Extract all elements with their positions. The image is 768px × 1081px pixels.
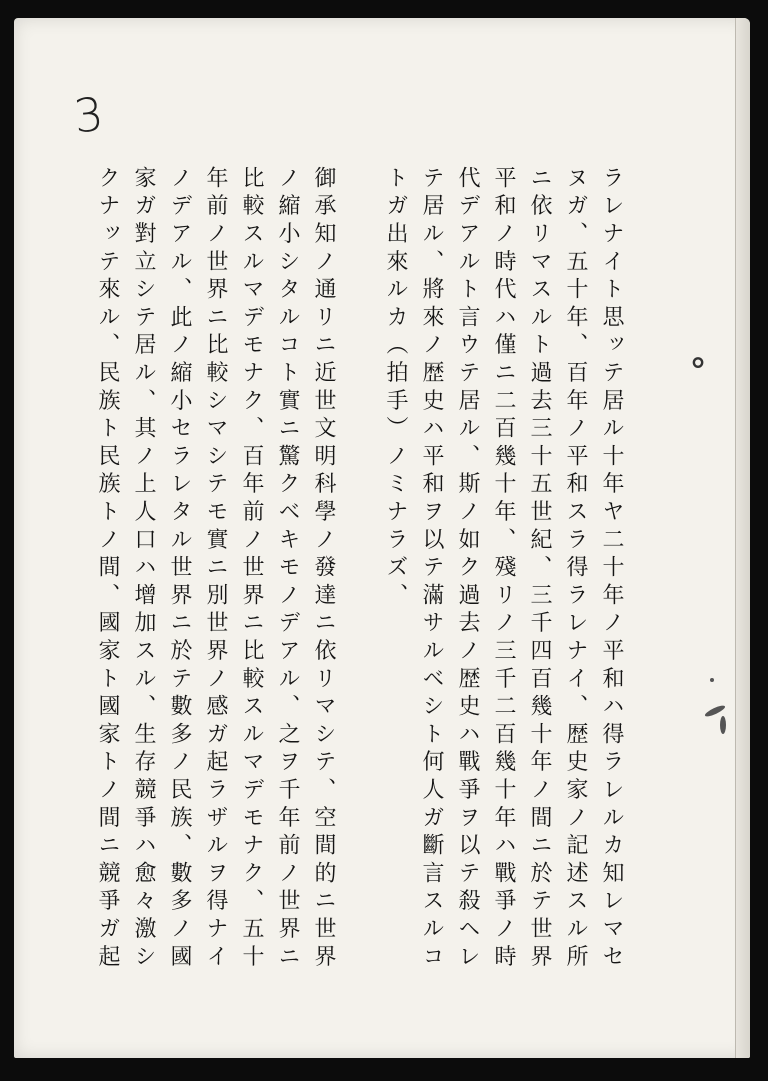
text-column-10: 比較スルマデモナク、百年前ノ世界ニ比較スルマデモナク、五十	[239, 166, 264, 973]
text-column-5: 代デアルト言ウテ居ル、斯ノ如ク過去ノ歴史ハ戰爭ヲ以テ殺ヘレ	[455, 166, 480, 973]
text-column-7: トガ出來ルカ（拍手）ノミナラズ、	[383, 166, 408, 611]
text-column-8: 御承知ノ通リニ近世文明科學ノ發達ニ依リマシテ、空間的ニ世界	[311, 166, 336, 973]
scan-speck	[720, 716, 726, 734]
page-edge	[735, 18, 750, 1058]
document-page	[14, 18, 750, 1058]
text-column-3: ニ依リマスルト過去三十五世紀、三千四百幾十年ノ間ニ於テ世界	[527, 166, 552, 973]
page-number: 3	[71, 86, 107, 144]
text-column-12: ノデアル、此ノ縮小セラレタル世界ニ於テ數多ノ民族、數多ノ國	[167, 166, 192, 973]
scan-speck	[710, 678, 714, 682]
text-column-1: ラレナイト思ッテ居ル十年ヤ二十年ノ平和ハ得ラレルカ知レマセ	[599, 166, 624, 973]
text-column-13: 家ガ對立シテ居ル、其ノ上人口ハ增加スル、生存競爭ハ愈々激シ	[131, 166, 156, 973]
text-column-2: ヌガ、五十年、百年ノ平和スラ得ラレナイ、歴史家ノ記述スル所	[563, 166, 588, 973]
text-column-9: ノ縮小シタルコト實ニ驚クベキモノデアル、之ヲ千年前ノ世界ニ	[275, 166, 300, 973]
scan-blot-mark: ᐤ	[690, 348, 706, 394]
text-column-6: テ居ル、將來ノ歴史ハ平和ヲ以テ滿サルベシト何人ガ斷言スルコ	[419, 166, 444, 973]
text-column-11: 年前ノ世界ニ比較シマシテモ實ニ別世界ノ感ガ起ラザルヲ得ナイ	[203, 166, 228, 973]
text-column-14: クナッテ來ル、民族ト民族トノ間、國家ト國家トノ間ニ競爭ガ起	[95, 166, 120, 973]
text-column-4: 平和ノ時代ハ僅ニ二百幾十年、殘リノ三千二百幾十年ハ戰爭ノ時	[491, 166, 516, 973]
